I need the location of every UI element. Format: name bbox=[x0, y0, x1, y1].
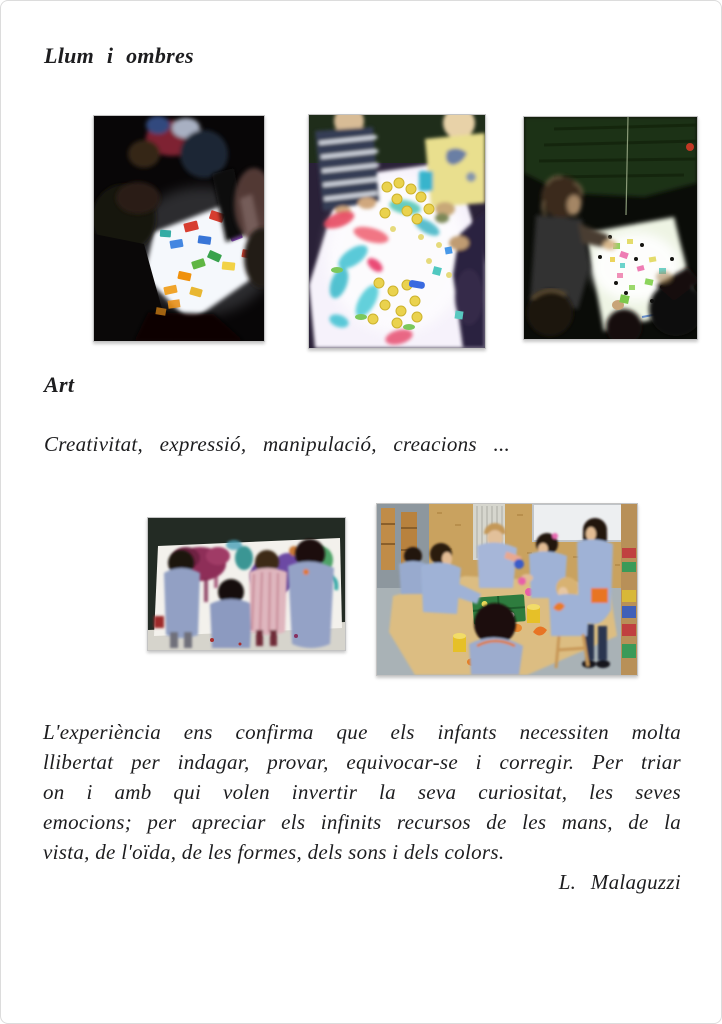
photo-light-table-dark bbox=[523, 116, 698, 340]
quote-line: on i amb qui volen invertir la seva curiositat, les seves bbox=[43, 780, 681, 804]
photo-light-table-dark-graphic bbox=[524, 117, 697, 339]
quote-attribution: L. Malaguzzi bbox=[558, 870, 681, 894]
heading-art: Art bbox=[44, 372, 75, 397]
heading-llum-i-ombres: Llum i ombres bbox=[44, 43, 194, 68]
quote-paragraph bbox=[43, 717, 681, 867]
photo-mural-painting bbox=[147, 517, 346, 651]
art-subtitle: Creativitat, expressió, manipulació, creacions ... bbox=[44, 432, 511, 456]
quote-line: emocions; per apreciar els infinits recursos de les mans, de la bbox=[43, 810, 681, 834]
photo-light-table-blocks bbox=[93, 115, 265, 342]
quote-line: L'experiència ens confirma que els infants necessiten molta bbox=[43, 720, 681, 744]
photo-playdough-table bbox=[376, 503, 638, 676]
quote-line: vista, de l'oïda, de les formes, dels sons i dels colors. bbox=[43, 840, 505, 864]
photo-playdough-table-graphic bbox=[377, 504, 637, 675]
photo-light-table-blocks-graphic bbox=[94, 116, 264, 341]
photo-mural-painting-graphic bbox=[148, 518, 345, 650]
quote-line: llibertat per indagar, provar, equivocar-se i corregir. Per triar bbox=[43, 750, 681, 774]
photo-light-table-feathers-graphic bbox=[309, 115, 485, 348]
photo-light-table-feathers bbox=[308, 114, 486, 349]
